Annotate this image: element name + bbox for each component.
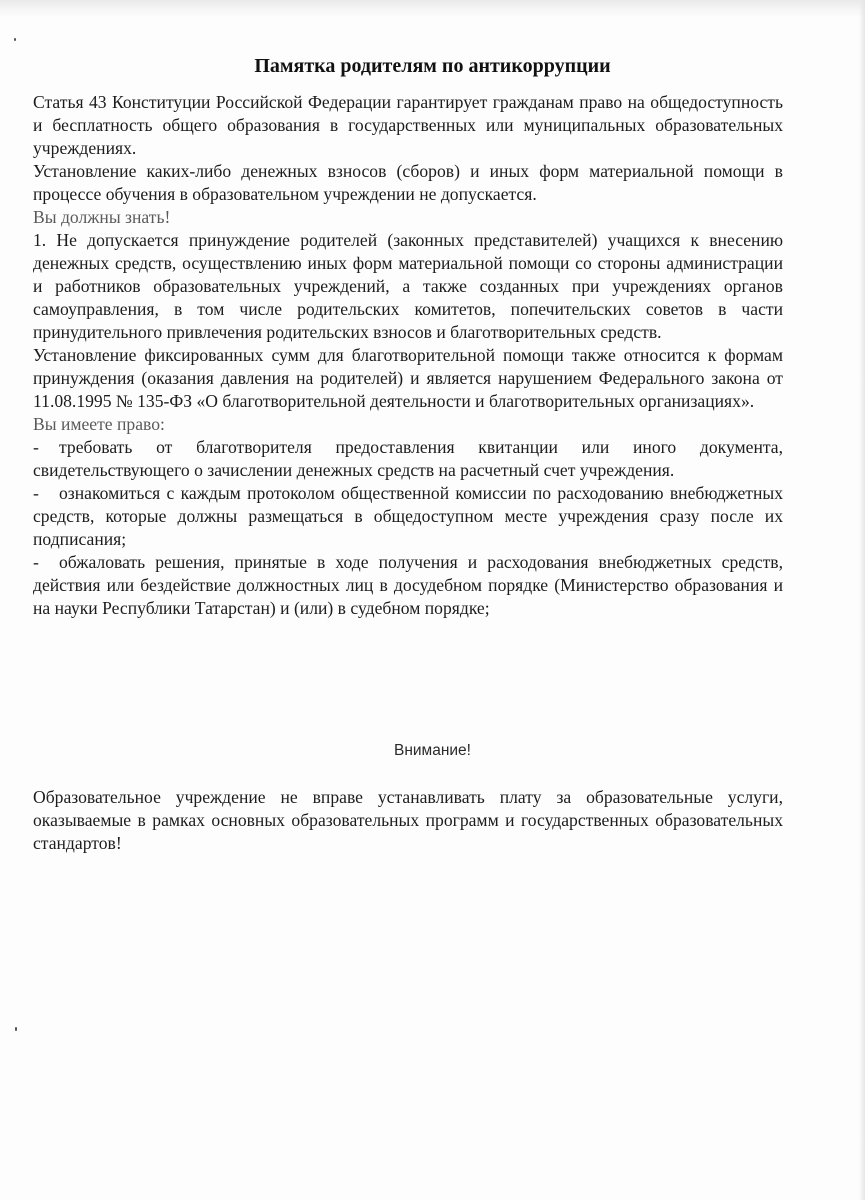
- rights-list: [33, 436, 783, 620]
- list-dash: -: [33, 552, 39, 572]
- rights-list-item: [33, 482, 783, 551]
- know-heading: Вы должны знать!: [33, 207, 171, 227]
- paragraph-constitution: Статья 43 Конституции Российской Федерации гарантирует гражданам право на общедоступность и бесплатность общего образования в государственных или муниципальных образовательных учреждениях.: [33, 92, 783, 158]
- document-body: [33, 91, 783, 620]
- point-1: 1. Не допускается принуждение родителей (законных представителей) учащихся к внесению денежных средств, осуществлению иных форм материальной помощи со стороны администрации и работников образовательных учреждений, а также созданных при учреждениях органов самоуправления, в том числе родительских комитетов, попечительских советов в части принудительного привлечения родительских взносов и благотворительных средств.: [33, 230, 783, 342]
- rights-item-text: обжаловать решения, принятые в ходе получения и расходования внебюджетных средств, действия или бездействие должностных лиц в досудебном порядке (Министерство образования и на науки Республики Татарстан) и (или) в судебном порядке;: [33, 552, 783, 618]
- warning-paragraph: Образовательное учреждение не вправе устанавливать плату за образовательные услуги, оказываемые в рамках основных образовательных программ и государственных образовательных стандартов!: [33, 787, 783, 853]
- document-title: Памятка родителям по антикоррупции: [254, 55, 611, 77]
- list-dash: -: [33, 437, 39, 457]
- rights-heading: Вы имеете право:: [33, 414, 165, 434]
- list-dash: -: [33, 483, 39, 503]
- rights-item-text: требовать от благотворителя предоставления квитанции или иного документа, свидетельствующего о зачислении денежных средств на расчетный счет учреждения.: [33, 437, 783, 480]
- attention-heading: Внимание!: [394, 742, 471, 759]
- scan-edge-shadow: [0, 0, 865, 18]
- rights-list-item: [33, 436, 783, 482]
- scan-speck: [15, 1027, 17, 1031]
- scan-edge-shadow-right: [859, 0, 865, 1200]
- scan-speck: [14, 38, 16, 41]
- paragraph-fixed-sums: Установление фиксированных сумм для благотворительной помощи также относится к формам принуждения (оказания давления на родителей) и является нарушением Федерального закона от 11.08.1995 № 135-ФЗ «О благотворительной деятельности и благотворительных организациях».: [33, 345, 783, 411]
- paragraph-fees: Установление каких-либо денежных взносов (сборов) и иных форм материальной помощи в процессе обучения в образовательном учреждении не допускается.: [33, 161, 783, 204]
- rights-item-text: ознакомиться с каждым протоколом общественной комиссии по расходованию внебюджетных средств, которые должны размещаться в общедоступном месте учреждения сразу после их подписания;: [33, 483, 783, 549]
- rights-list-item: [33, 551, 783, 620]
